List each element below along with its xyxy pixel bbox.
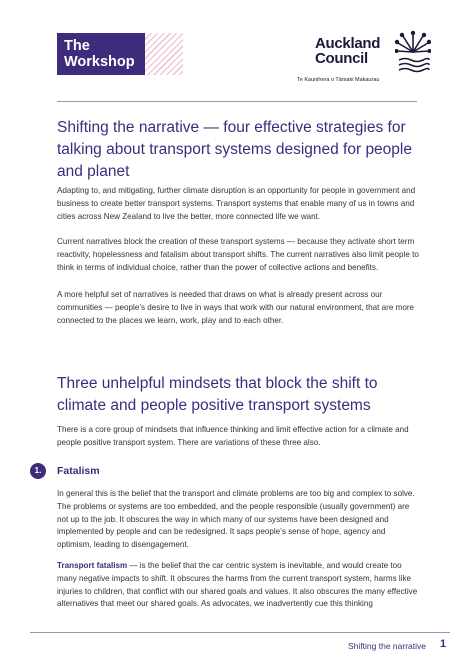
transport-fatalism-body: — is the belief that the car centric system is inevitable, and would create too many negative impacts to shift. It obscures the harms from the current transport system, harms like injuries to children, that conflict with our shared goals and values. It also obscures the many effective alternatives that meet our shared goals. As advocates, we inadvertently cue this thinking [57, 561, 418, 609]
the-workshop-logo [57, 33, 183, 75]
intro-paragraph-3: A more helpful set of narratives is needed that draws on what is already present across our communities — people’s desire to live in ways that work with our natural environment, that are more connected to the places we learn, work, play and to each other. [57, 290, 415, 325]
section-intro: There is a core group of mindsets that influence thinking and limit effective action for a climate and people positive transport system. There are variations of these three also. [57, 425, 409, 447]
footer-divider [30, 632, 450, 633]
auckland-council-name: Auckland Council [315, 35, 381, 67]
footer-label: Shifting the narrative [348, 641, 426, 651]
section-heading: Three unhelpful mindsets that block the shift to climate and people positive transport systems [57, 375, 378, 414]
page-number: 1 [440, 638, 447, 650]
page-title: Shifting the narrative — four effective strategies for talking about transport systems designed for people and planet [57, 119, 412, 180]
pohutukawa-flower-icon [395, 30, 431, 74]
intro-paragraph-2: Current narratives block the creation of these transport systems — because they activate short term reactivity, hopelessness and fatalism about transport shifts. The current narratives also limit people to think in terms of individual choice, rather than the power of collective actions and benefits. [57, 237, 419, 272]
mindset-heading: Fatalism [57, 465, 100, 477]
transport-fatalism-paragraph [57, 560, 422, 611]
mindset-body: In general this is the belief that the transport and climate problems are too big and complex to solve. The problems or systems are too embedded, and the people responsible (usually government) are not up to the job. It obscures the way in which many of our systems have been designed and implemented by people and can be redesigned. It saps people’s sense of hope, agency and optimism, leading to disengagement. [57, 489, 415, 550]
intro-paragraph-1: Adapting to, and mitigating, further climate disruption is an opportunity for people in government and business to create better transport systems. Transport systems that enable many of us in towns and cities across New Zealand to live the better, more connected life we want. [57, 186, 416, 221]
auckland-council-subtitle: Te Kaunihera o Tāmaki Makaurau [297, 77, 380, 83]
transport-fatalism-lead: Transport fatalism [57, 561, 128, 570]
auckland-council-logo [285, 30, 430, 90]
mindset-number-badge: 1. [30, 463, 46, 479]
header-divider [57, 101, 417, 102]
the-workshop-logo-text: The Workshop [57, 33, 145, 75]
